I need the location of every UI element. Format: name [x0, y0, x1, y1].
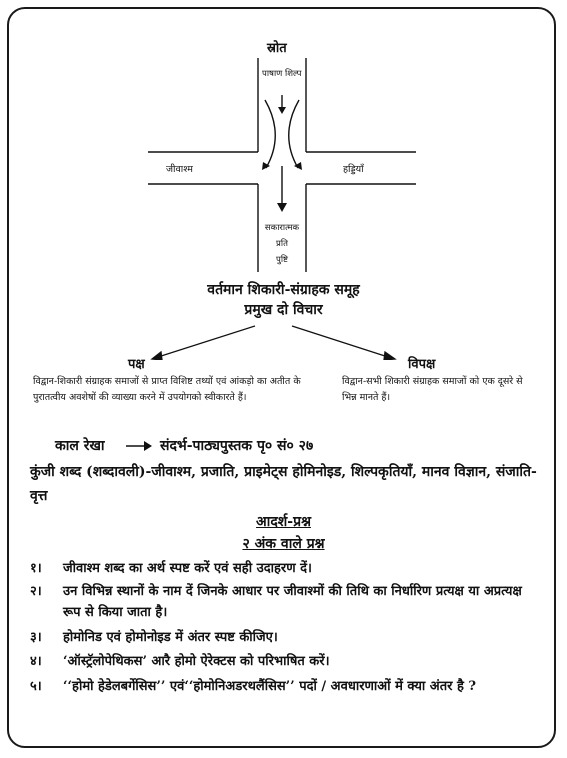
sub-heading: प्रमुख दो विचार — [244, 302, 323, 318]
vipaksh-title: विपक्ष — [408, 357, 436, 372]
arrow-head-icon — [384, 352, 395, 360]
bottom-label-3: पुष्टि — [276, 255, 288, 265]
bottom-label-1: सकारात्मक — [264, 223, 300, 233]
question-item — [30, 581, 540, 625]
arrow-left-icon — [158, 326, 255, 357]
keywords-paragraph: कुंजी शब्द (शब्दावली)-जीवाश्म, प्रजाति, प्राइमेट्स होमिनोइड, शिल्पकृतियाँ, मानव विज्ञान, संजाति-वृत्त — [30, 464, 537, 504]
arrow-head-icon — [278, 107, 286, 114]
arrow-right-icon — [292, 326, 388, 357]
question-number: ३। — [30, 630, 42, 645]
question-text: जीवाश्म शब्द का अर्थ स्पष्ट करें एवं सही उदाहरण दें। — [63, 561, 312, 576]
question-number: ५। — [30, 679, 42, 694]
source-title: स्रोत — [267, 41, 287, 56]
question-text: ‘‘होमो हेडेलबर्गेसिस’’ एवं‘‘होमोनिअडरथलैंसिस’’ पदों / अवधारणाओं में क्या अंतर है ? — [63, 679, 477, 694]
kaal-reference: संदर्भ-पाठ्यपुस्तक पृ० सं० २७ — [160, 438, 314, 454]
question-number: १। — [30, 561, 42, 576]
questions-heading: आदर्श-प्रश्न — [256, 514, 311, 530]
vipaksh-text: विद्वान-सभी शिकारी संग्राहक समाजों को एक दूसरे से भिन्न मानते हैं। — [342, 376, 523, 403]
question-item — [30, 627, 540, 649]
left-label: जीवाश्म — [166, 164, 193, 175]
question-number: २। — [30, 584, 42, 599]
bottom-label-2: प्रति — [276, 239, 288, 249]
funnel-curve — [265, 100, 275, 168]
arrow-head-icon — [277, 203, 287, 212]
main-heading: वर्तमान शिकारी-संग्राहक समूह — [207, 282, 360, 298]
question-text: उन विभिन्न स्थानों के नाम दें जिनके आधार पर जीवाश्मों की तिथि का निर्धारिण प्रत्यक्ष या अप्रत्यक्ष रूप से किया जाता है। — [63, 584, 522, 620]
question-text: ‘ऑस्ट्रॅलोपेथिकस’ आरै होमो ऐरेक्टस को परिभाषित करें। — [63, 654, 330, 669]
question-item — [30, 558, 540, 580]
arrow-right-icon — [125, 440, 153, 452]
kaal-rekha-label: काल रेखा — [55, 438, 105, 454]
questions-subheading: २ अंक वाले प्रश्न — [242, 536, 325, 552]
right-label: हड्डियाँ — [343, 164, 364, 175]
question-number: ४। — [30, 654, 42, 669]
top-label: पाषाण शिल्प — [262, 69, 302, 79]
question-item — [30, 651, 540, 673]
funnel-curve — [289, 100, 299, 168]
arrow-head-icon — [152, 352, 162, 360]
question-text: होमोनिड एवं होमोनोइड में अंतर स्पष्ट कीजिए। — [63, 630, 278, 645]
question-item — [30, 676, 540, 698]
paksh-text: विद्वान-शिकारी संग्राहक समाजों से प्राप्त विशिष्ट तथ्यों एवं आंकड़ो का अतीत के पुरातत्वीय अवशेषों की व्याख्या करने में उपयोगको स्वीकारते हैं। — [33, 376, 301, 403]
paksh-title: पक्ष — [128, 357, 145, 372]
